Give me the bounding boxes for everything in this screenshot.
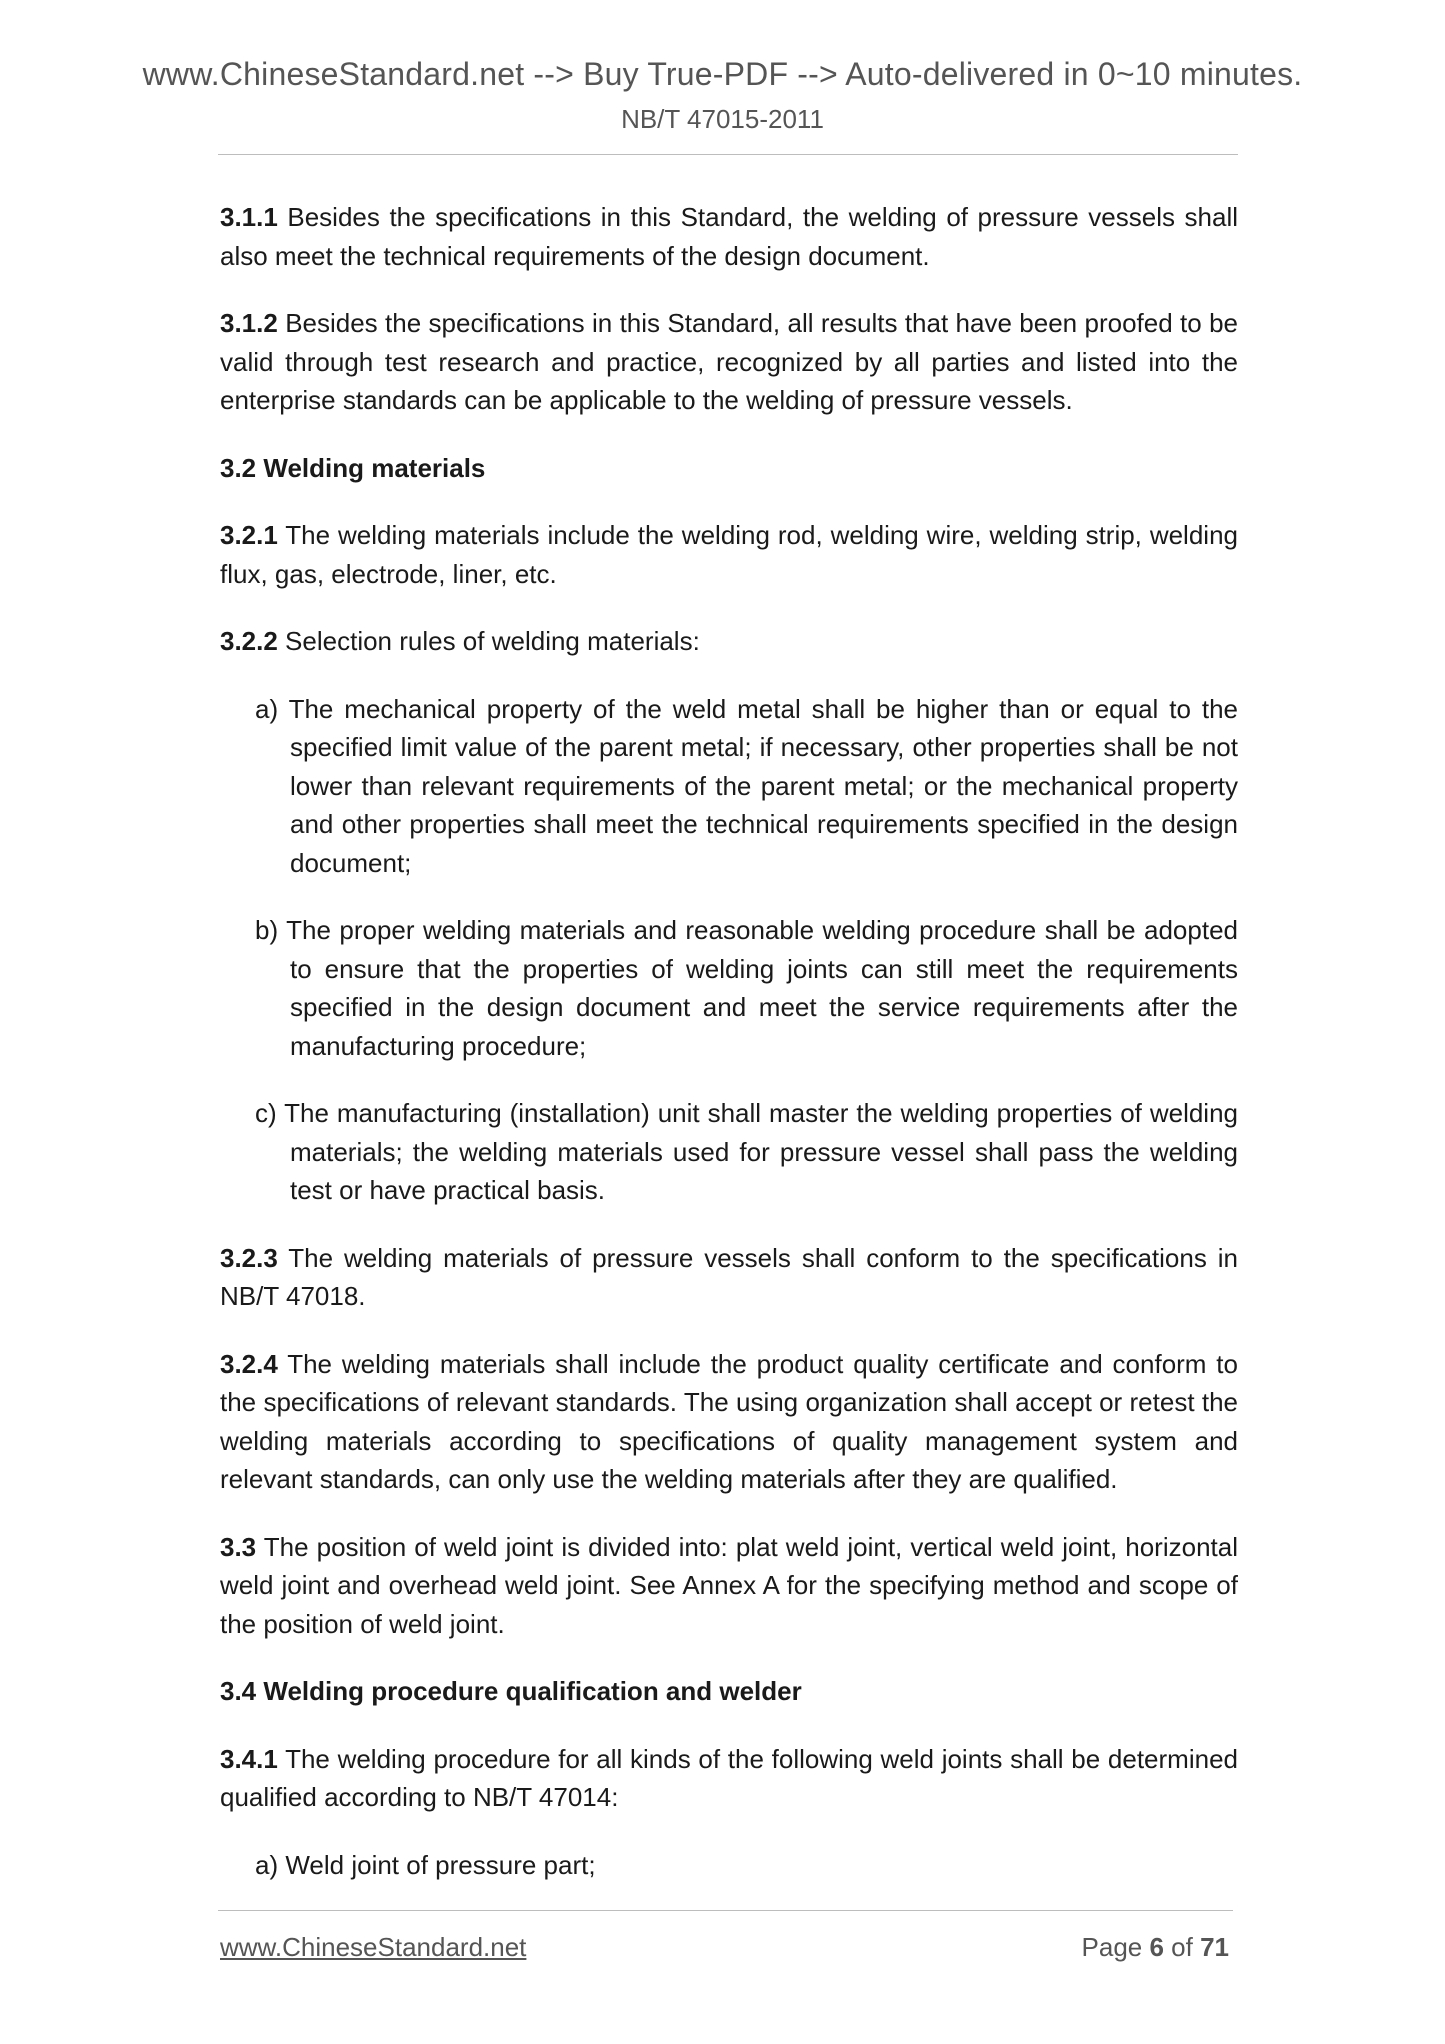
footer-website-link[interactable]: www.ChineseStandard.net (220, 1932, 527, 1962)
footer-divider (218, 1910, 1233, 1911)
clause-3-1-2 (220, 304, 1238, 420)
clause-3-2-4 (220, 1345, 1238, 1499)
list-item: a) Weld joint of pressure part; (255, 1849, 596, 1880)
clause-text: Besides the specifications in this Standard, all results that have been proofed to be valid through test research and practice, recognized by all parties and listed into the enterprise standards can be applicable to the welding of pressure vessels. (220, 308, 1238, 415)
clause-number: 3.1.2 (220, 308, 278, 338)
page-prefix: Page (1081, 1932, 1150, 1962)
page-total: 71 (1200, 1932, 1229, 1962)
header-divider (218, 154, 1238, 155)
clause-text: Selection rules of welding materials: (277, 626, 700, 656)
header-banner[interactable]: www.ChineseStandard.net --> Buy True-PDF --> Auto-delivered in 0~10 minutes. (142, 56, 1303, 92)
clause-3-4-1 (220, 1740, 1238, 1817)
clause-text: The welding materials of pressure vessels shall conform to the specifications in NB/T 47018. (220, 1242, 1238, 1311)
clause-number: 3.2.1 (220, 520, 278, 550)
clause-3-1-1 (220, 198, 1238, 275)
standard-id: NB/T 47015-2011 (621, 104, 824, 134)
list-item: a) The mechanical property of the weld metal shall be higher than or equal to the specified limit value of the parent metal; if necessary, other properties shall be not lower than relevant requirements of the parent metal; or the mechanical property and other properties shall meet the technical requirements specified in the design document; (255, 693, 1238, 878)
page-current: 6 (1149, 1932, 1164, 1962)
clause-text: The welding materials shall include the product quality certificate and conform to the specifications of relevant standards. The using organization shall accept or retest the welding materials according to specifications of quality management system and relevant standards, can only use the welding materials after they are qualified. (220, 1348, 1238, 1494)
section-heading-3-2: 3.2 Welding materials (220, 452, 486, 483)
document-body (220, 198, 1238, 1913)
clause-number: 3.2.2 (220, 626, 278, 656)
clause-3-3 (220, 1528, 1238, 1644)
clause-text: The position of weld joint is divided into: plat weld joint, vertical weld joint, horizontal weld joint and overhead weld joint. See Annex A for the specifying method and scope of the position of weld joint. (220, 1531, 1238, 1639)
clause-number: 3.3 (220, 1531, 257, 1562)
clause-text: Besides the specifications in this Standard, the welding of pressure vessels shall also meet the technical requirements of the design document. (220, 202, 1238, 271)
clause-3-2-3 (220, 1239, 1238, 1316)
clause-text: The welding procedure for all kinds of the following weld joints shall be determined qualified according to NB/T 47014: (220, 1743, 1238, 1812)
clause-number: 3.4.1 (220, 1743, 278, 1774)
section-heading-3-4: 3.4 Welding procedure qualification and welder (220, 1676, 802, 1706)
clause-3-2-2 (220, 622, 1238, 661)
list-item: c) The manufacturing (installation) unit shall master the welding properties of welding materials; the welding materials used for pressure vessel shall pass the welding test or have practical basis. (255, 1098, 1238, 1205)
list-item: b) The proper welding materials and reasonable welding procedure shall be adopted to ensure that the properties of welding joints can still meet the requirements specified in the design document and meet the service requirements after the manufacturing procedure; (255, 915, 1238, 1061)
clause-3-2-1 (220, 516, 1238, 593)
clause-number: 3.2.4 (220, 1348, 278, 1379)
page-indicator (1082, 1932, 1229, 1963)
clause-text: The welding materials include the welding rod, welding wire, welding strip, welding flux, gas, electrode, liner, etc. (220, 520, 1238, 589)
clause-number: 3.1.1 (220, 202, 278, 232)
page-of: of (1163, 1932, 1201, 1962)
clause-number: 3.2.3 (220, 1242, 278, 1273)
